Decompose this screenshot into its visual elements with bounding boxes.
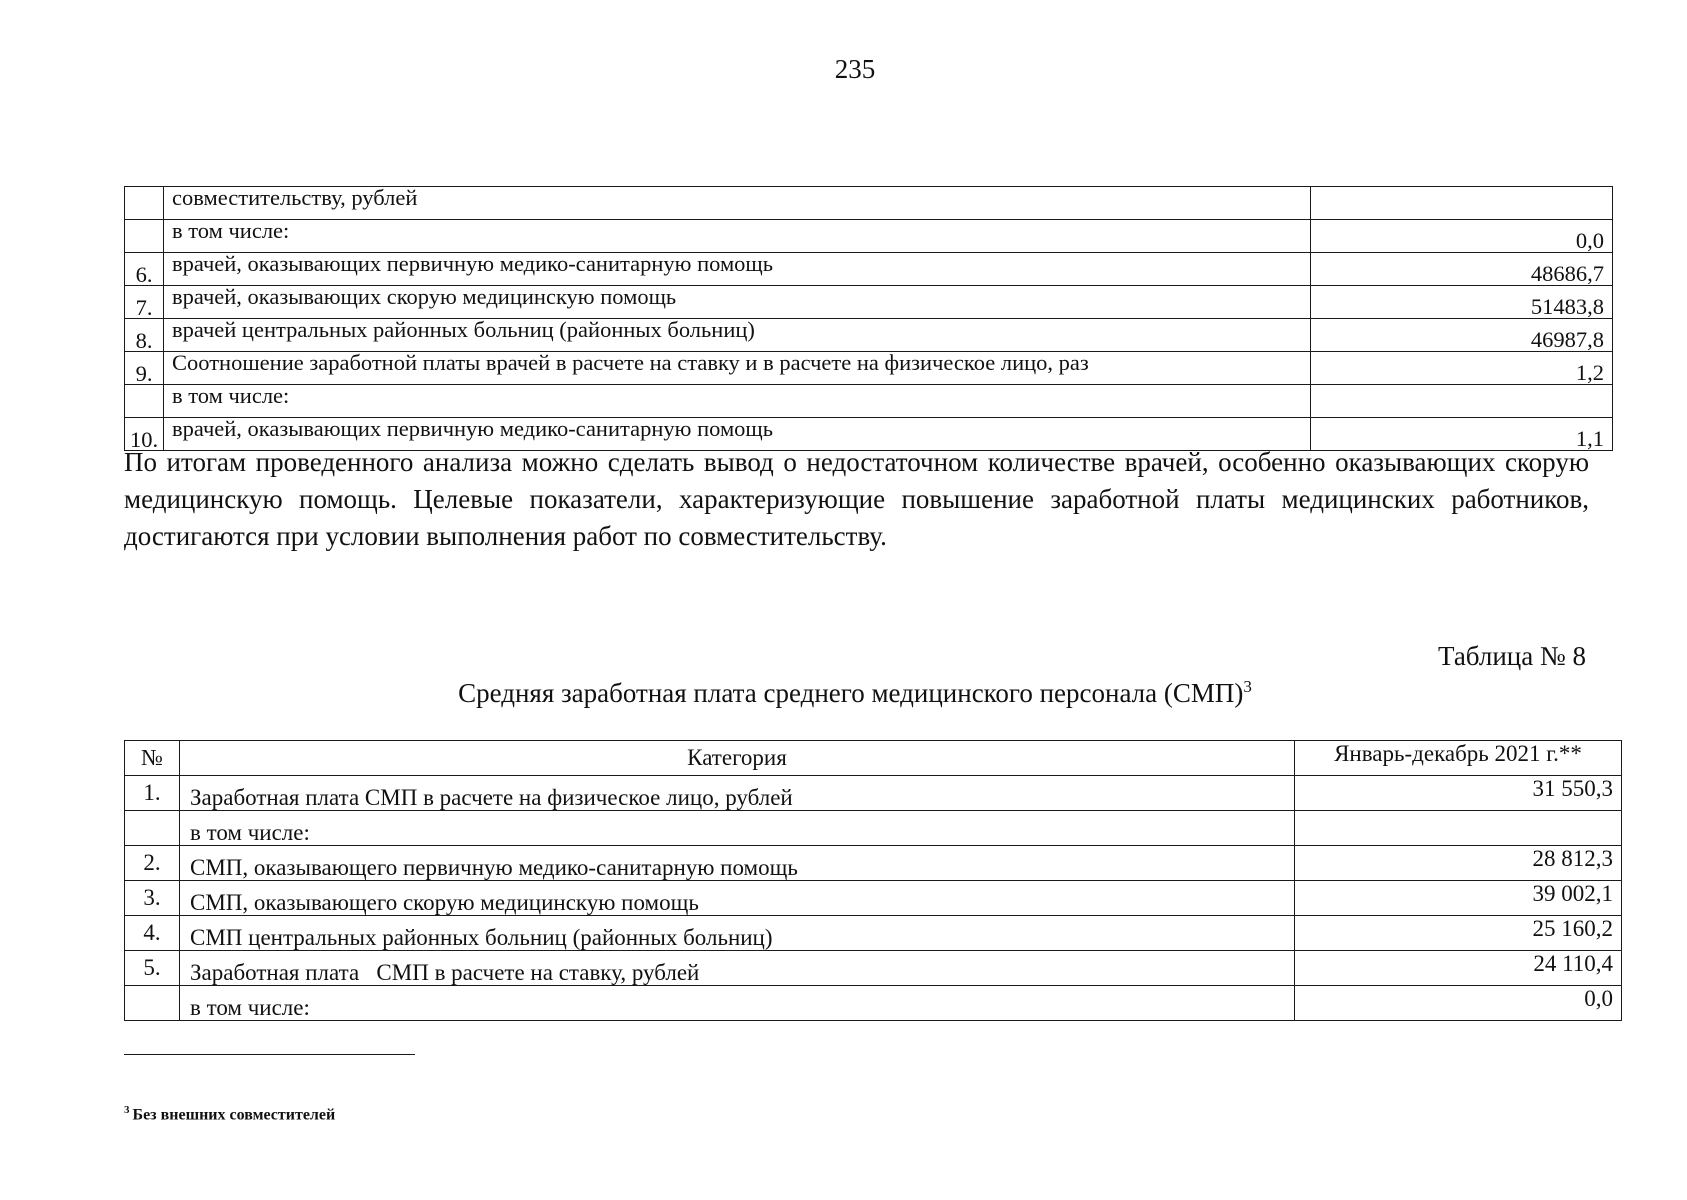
row-number: 1. [125,776,180,811]
header-number: № [125,741,180,776]
table-row [125,776,1622,811]
row-label: Соотношение заработной платы врачей в расчете на ставку и в расчете на физическое лицо, раз [164,352,1311,385]
row-number: 3. [125,881,180,916]
row-number [125,187,164,220]
header-period: Январь-декабрь 2021 г.** [1295,741,1622,776]
row-value: 25 160,2 [1295,916,1622,951]
row-value: 0,0 [1311,220,1613,253]
row-number: 10. [125,418,164,451]
row-label: в том числе: [164,385,1311,418]
footnote-text: Без внешних совместителей [132,1106,336,1124]
row-label: СМП, оказывающего скорую медицинскую помощь [180,881,1295,916]
row-label: врачей, оказывающих первичную медико-санитарную помощь [164,253,1311,286]
row-label: врачей центральных районных больниц (районных больниц) [164,319,1311,352]
table-row [125,286,1613,319]
page-number: 235 [834,54,876,84]
footnote-number: 3 [124,1104,130,1116]
table-row [125,253,1613,286]
row-label: совместительству, рублей [164,187,1311,220]
footnote [124,1104,335,1124]
table-row [125,319,1613,352]
footnote-divider [124,1054,415,1055]
row-number [125,986,180,1021]
row-value [1311,187,1613,220]
footnote-mark: 3 [1243,677,1252,696]
row-value: 28 812,3 [1295,846,1622,881]
table-row [125,881,1622,916]
table-header-row [125,741,1622,776]
table-row [125,951,1622,986]
row-value: 46987,8 [1311,319,1613,352]
row-label: в том числе: [180,986,1295,1021]
row-label: Заработная плата СМП в расчете на физическое лицо, рублей [180,776,1295,811]
nursing-staff-salary-table [124,740,1622,1021]
row-value: 48686,7 [1311,253,1613,286]
table-row [125,986,1622,1021]
row-number: 5. [125,951,180,986]
row-label: врачей, оказывающих скорую медицинскую помощь [164,286,1311,319]
row-number [125,220,164,253]
table-row [125,811,1622,846]
row-label: Заработная плата СМП в расчете на ставку, рублей [180,951,1295,986]
row-label: врачей, оказывающих первичную медико-санитарную помощь [164,418,1311,451]
analysis-paragraph: По итогам проведенного анализа можно сделать вывод о недостаточном количестве врачей, особенно оказывающих скорую медицинскую помощь. Целевые показатели, характеризующие повышение заработной платы медицинских работников, достигаются при условии выполнения работ по совместительству. [124,447,1589,551]
table-row [125,846,1622,881]
row-label: в том числе: [164,220,1311,253]
row-label: СМП центральных районных больниц (районных больниц) [180,916,1295,951]
table-title-text: Средняя заработная плата среднего медицинского персонала (СМП) [458,678,1244,708]
row-number: 9. [125,352,164,385]
table-row [125,220,1613,253]
row-value: 24 110,4 [1295,951,1622,986]
row-number: 6. [125,253,164,286]
row-number: 2. [125,846,180,881]
row-number: 4. [125,916,180,951]
row-value: 51483,8 [1311,286,1613,319]
doctor-salary-table-continued [124,186,1613,451]
row-value: 0,0 [1295,986,1622,1021]
table-caption: Таблица № 8 [1438,641,1586,671]
table-row [125,916,1622,951]
row-value [1311,385,1613,418]
row-value: 39 002,1 [1295,881,1622,916]
table-row [125,385,1613,418]
header-category: Категория [180,741,1295,776]
row-number [125,385,164,418]
row-number: 7. [125,286,164,319]
row-value: 1,2 [1311,352,1613,385]
row-label: в том числе: [180,811,1295,846]
row-label: СМП, оказывающего первичную медико-санитарную помощь [180,846,1295,881]
row-value [1295,811,1622,846]
table-row [125,352,1613,385]
table-title [0,677,1687,709]
table-row [125,187,1613,220]
row-value: 1,1 [1311,418,1613,451]
row-number: 8. [125,319,164,352]
row-value: 31 550,3 [1295,776,1622,811]
row-number [125,811,180,846]
